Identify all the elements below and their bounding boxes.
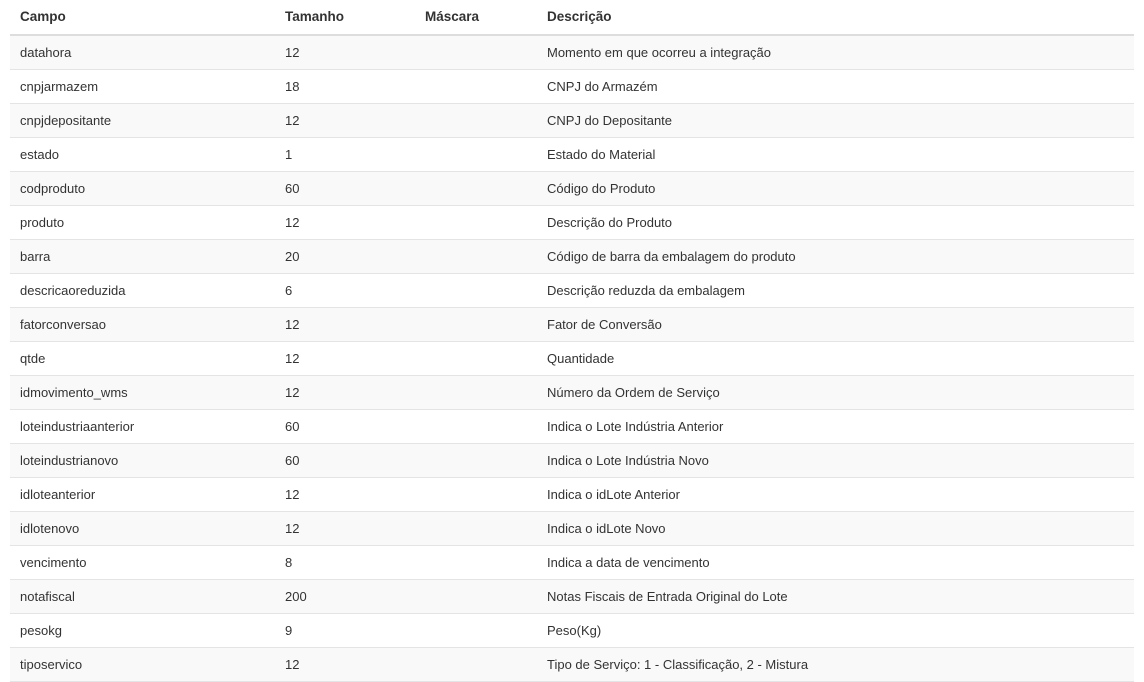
table-row xyxy=(10,614,1134,648)
cell-descricao: Descrição do Produto xyxy=(537,206,1134,240)
cell-tamanho: 9 xyxy=(275,614,415,648)
cell-descricao: CNPJ do Armazém xyxy=(537,70,1134,104)
table-row xyxy=(10,138,1134,172)
cell-tamanho: 12 xyxy=(275,104,415,138)
cell-campo: tiposervico xyxy=(10,648,275,682)
cell-tamanho: 12 xyxy=(275,512,415,546)
cell-campo: loteindustriaanterior xyxy=(10,410,275,444)
cell-descricao: Estado do Material xyxy=(537,138,1134,172)
cell-descricao: Indica o idLote Novo xyxy=(537,512,1134,546)
cell-tamanho: 12 xyxy=(275,308,415,342)
cell-descricao: Indica o Lote Indústria Anterior xyxy=(537,410,1134,444)
cell-mascara xyxy=(415,444,537,478)
cell-campo: cnpjdepositante xyxy=(10,104,275,138)
cell-mascara xyxy=(415,172,537,206)
cell-mascara xyxy=(415,308,537,342)
cell-mascara xyxy=(415,240,537,274)
cell-descricao: Notas Fiscais de Entrada Original do Lote xyxy=(537,580,1134,614)
table-row xyxy=(10,240,1134,274)
cell-campo: estado xyxy=(10,138,275,172)
field-definition-table xyxy=(10,0,1134,682)
table-row xyxy=(10,546,1134,580)
cell-tamanho: 12 xyxy=(275,342,415,376)
table-row xyxy=(10,70,1134,104)
cell-campo: datahora xyxy=(10,35,275,70)
cell-mascara xyxy=(415,512,537,546)
table-row xyxy=(10,444,1134,478)
cell-descricao: Indica a data de vencimento xyxy=(537,546,1134,580)
table-row xyxy=(10,274,1134,308)
cell-campo: idlotenovo xyxy=(10,512,275,546)
cell-campo: idmovimento_wms xyxy=(10,376,275,410)
cell-descricao: CNPJ do Depositante xyxy=(537,104,1134,138)
cell-descricao: Descrição reduzda da embalagem xyxy=(537,274,1134,308)
cell-tamanho: 60 xyxy=(275,410,415,444)
table-row xyxy=(10,172,1134,206)
cell-mascara xyxy=(415,70,537,104)
table-row xyxy=(10,478,1134,512)
cell-mascara xyxy=(415,614,537,648)
cell-mascara xyxy=(415,410,537,444)
cell-tamanho: 1 xyxy=(275,138,415,172)
cell-campo: fatorconversao xyxy=(10,308,275,342)
table-row xyxy=(10,410,1134,444)
cell-descricao: Indica o idLote Anterior xyxy=(537,478,1134,512)
table-row xyxy=(10,308,1134,342)
cell-campo: pesokg xyxy=(10,614,275,648)
cell-campo: codproduto xyxy=(10,172,275,206)
cell-tamanho: 200 xyxy=(275,580,415,614)
cell-tamanho: 18 xyxy=(275,70,415,104)
table-row xyxy=(10,342,1134,376)
cell-descricao: Tipo de Serviço: 1 - Classificação, 2 - Mistura xyxy=(537,648,1134,682)
cell-campo: barra xyxy=(10,240,275,274)
cell-tamanho: 60 xyxy=(275,172,415,206)
cell-mascara xyxy=(415,342,537,376)
cell-campo: descricaoreduzida xyxy=(10,274,275,308)
cell-mascara xyxy=(415,274,537,308)
cell-tamanho: 12 xyxy=(275,648,415,682)
table-row xyxy=(10,648,1134,682)
cell-descricao: Fator de Conversão xyxy=(537,308,1134,342)
table-row xyxy=(10,376,1134,410)
cell-campo: notafiscal xyxy=(10,580,275,614)
cell-tamanho: 12 xyxy=(275,478,415,512)
cell-mascara xyxy=(415,478,537,512)
table-row xyxy=(10,580,1134,614)
cell-tamanho: 12 xyxy=(275,35,415,70)
cell-campo: loteindustrianovo xyxy=(10,444,275,478)
cell-descricao: Momento em que ocorreu a integração xyxy=(537,35,1134,70)
cell-tamanho: 60 xyxy=(275,444,415,478)
cell-mascara xyxy=(415,580,537,614)
cell-mascara xyxy=(415,206,537,240)
table-row xyxy=(10,512,1134,546)
column-header-campo: Campo xyxy=(10,0,275,35)
cell-descricao: Código de barra da embalagem do produto xyxy=(537,240,1134,274)
table-row xyxy=(10,35,1134,70)
cell-descricao: Código do Produto xyxy=(537,172,1134,206)
cell-tamanho: 12 xyxy=(275,206,415,240)
cell-campo: idloteanterior xyxy=(10,478,275,512)
cell-tamanho: 12 xyxy=(275,376,415,410)
cell-mascara xyxy=(415,648,537,682)
cell-tamanho: 8 xyxy=(275,546,415,580)
cell-mascara xyxy=(415,546,537,580)
cell-descricao: Quantidade xyxy=(537,342,1134,376)
cell-campo: produto xyxy=(10,206,275,240)
cell-mascara xyxy=(415,104,537,138)
cell-descricao: Indica o Lote Indústria Novo xyxy=(537,444,1134,478)
cell-mascara xyxy=(415,376,537,410)
cell-mascara xyxy=(415,138,537,172)
table-row xyxy=(10,104,1134,138)
table-row xyxy=(10,206,1134,240)
cell-campo: vencimento xyxy=(10,546,275,580)
table-header xyxy=(10,0,1134,35)
column-header-descricao: Descrição xyxy=(537,0,1134,35)
table-header-row xyxy=(10,0,1134,35)
cell-tamanho: 6 xyxy=(275,274,415,308)
cell-campo: cnpjarmazem xyxy=(10,70,275,104)
column-header-mascara: Máscara xyxy=(415,0,537,35)
column-header-tamanho: Tamanho xyxy=(275,0,415,35)
cell-mascara xyxy=(415,35,537,70)
cell-tamanho: 20 xyxy=(275,240,415,274)
cell-descricao: Peso(Kg) xyxy=(537,614,1134,648)
cell-descricao: Número da Ordem de Serviço xyxy=(537,376,1134,410)
table-body xyxy=(10,35,1134,682)
cell-campo: qtde xyxy=(10,342,275,376)
